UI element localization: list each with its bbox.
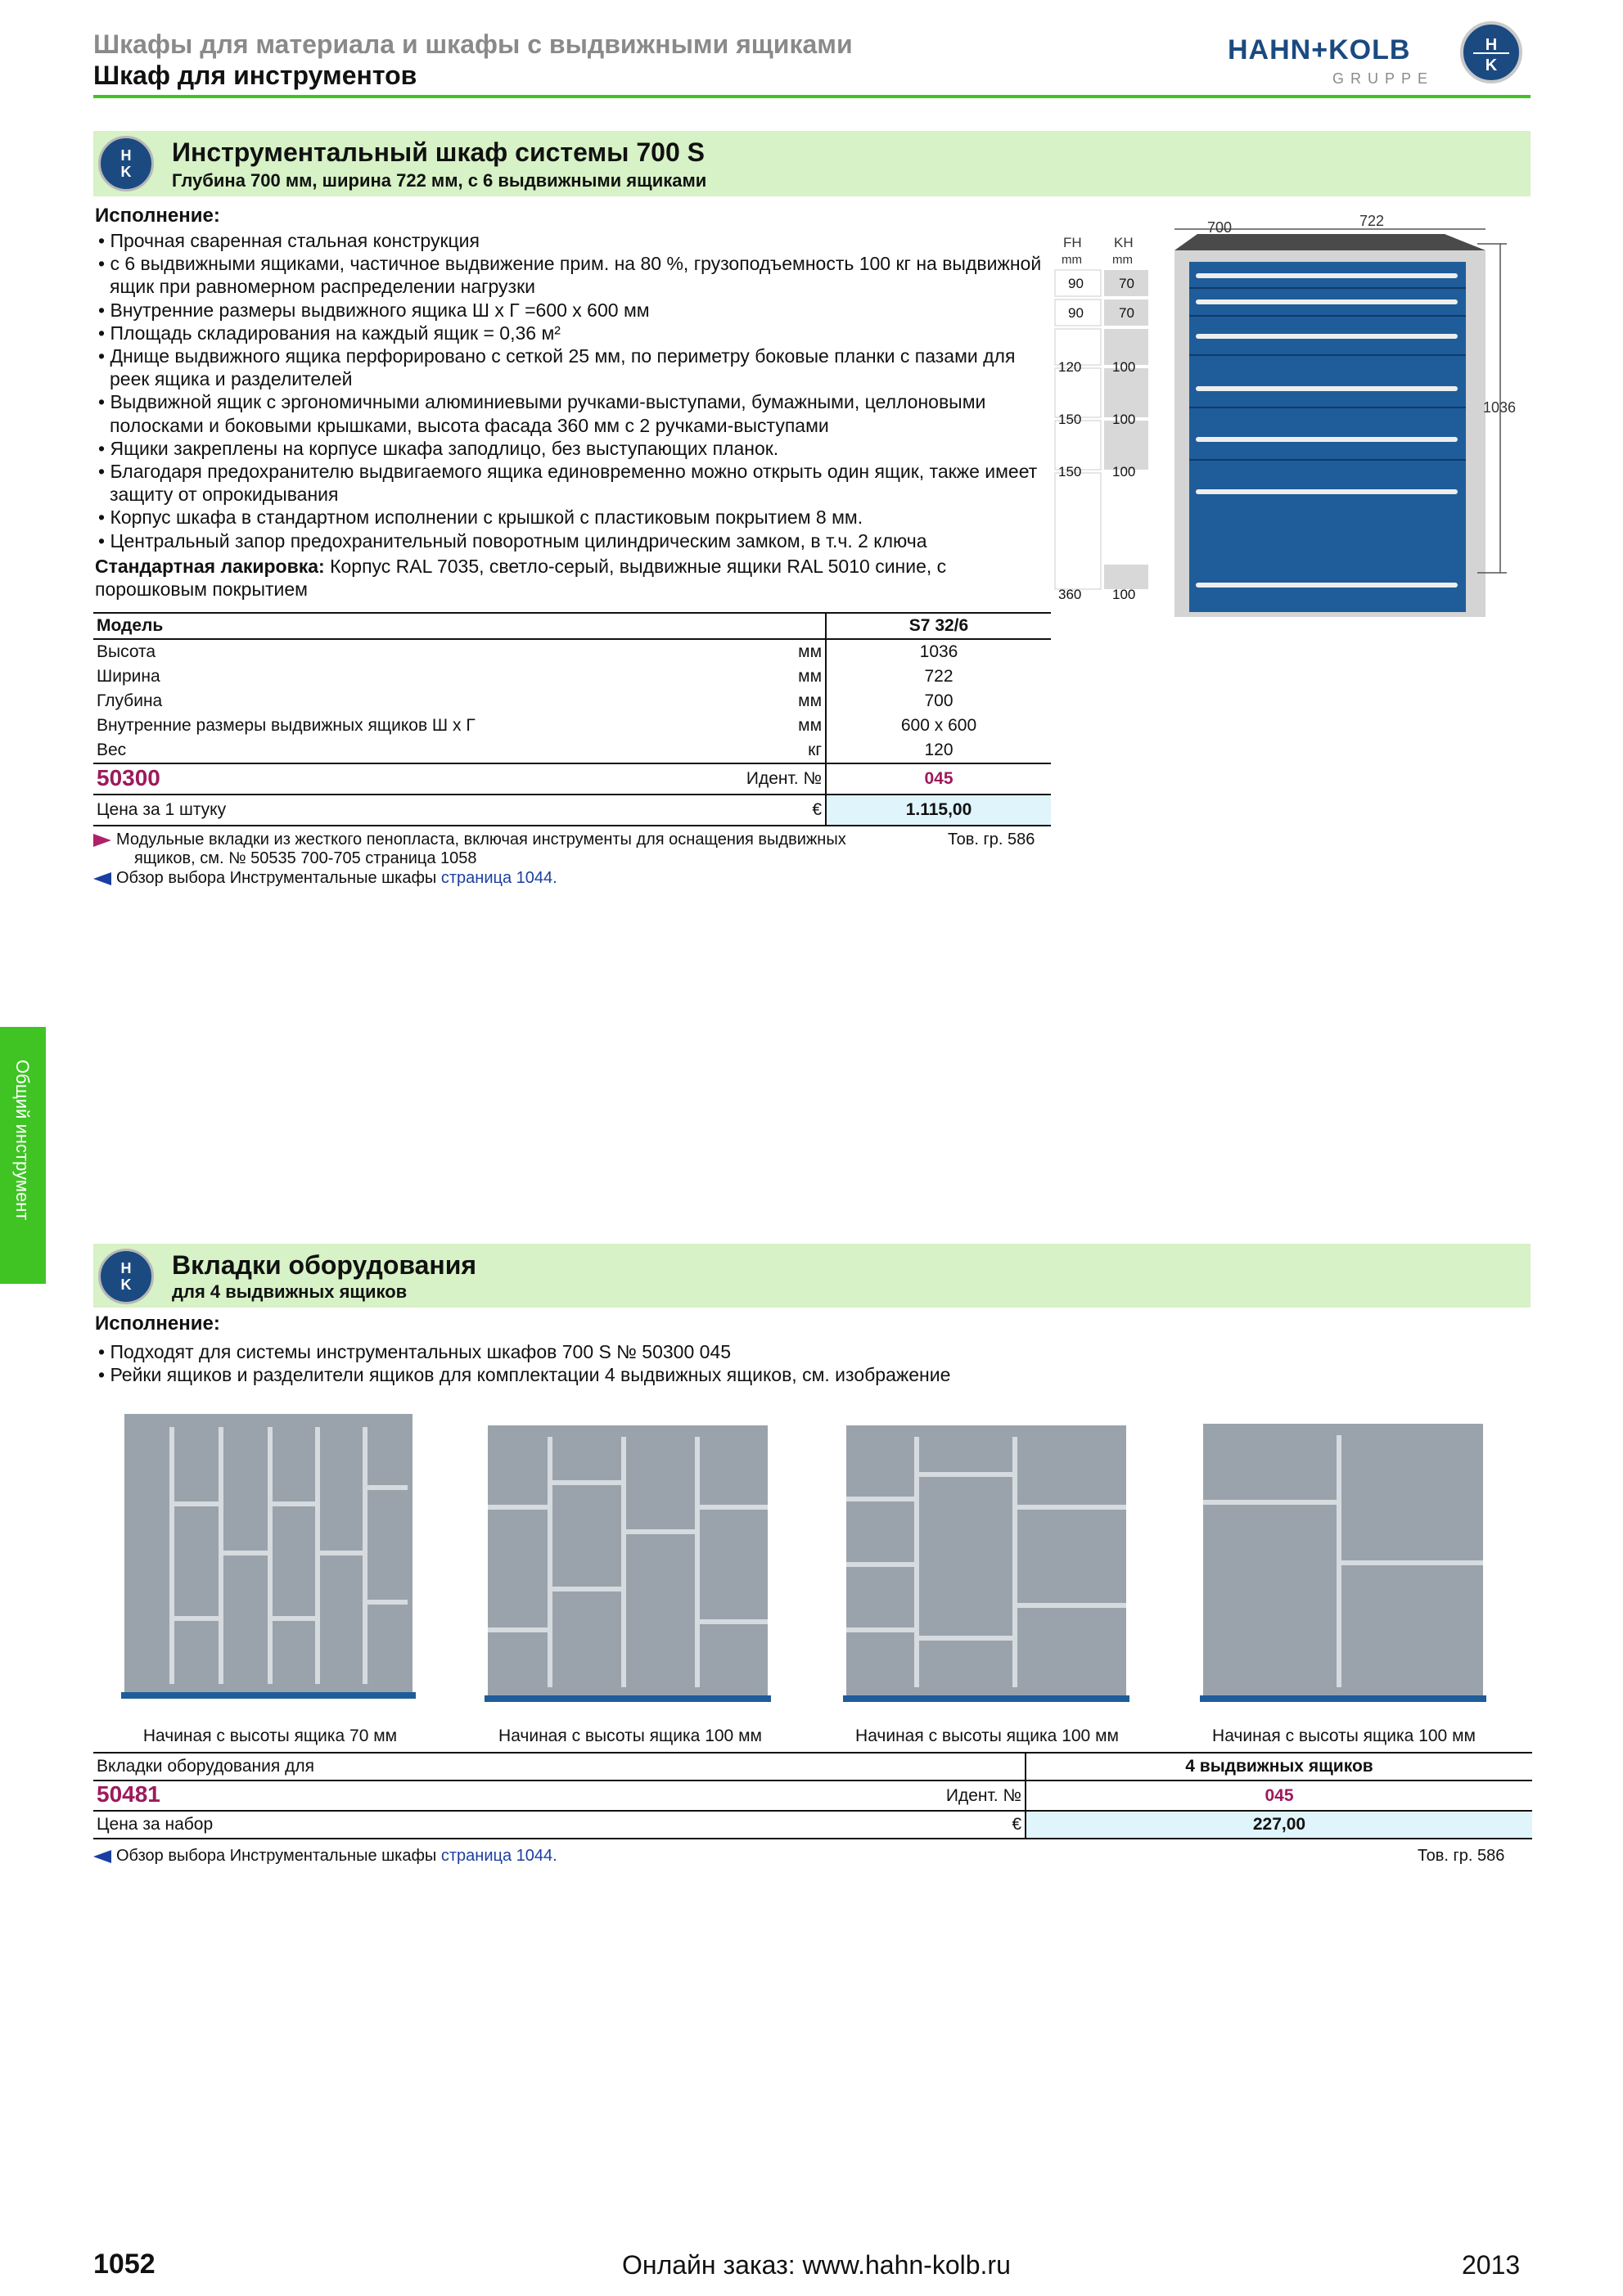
feature-list bbox=[93, 1340, 1239, 1386]
ident-row bbox=[93, 763, 1051, 795]
arrow-left-icon bbox=[93, 1850, 111, 1863]
execution-label: Исполнение: bbox=[95, 1312, 220, 1335]
overview-link[interactable]: страница 1044. bbox=[440, 869, 557, 887]
section-subtitle: для 4 выдвижных ящиков bbox=[172, 1281, 408, 1302]
insert-caption: Начиная с высоты ящика 100 мм bbox=[855, 1727, 1119, 1745]
product-group: Тов. гр. 586 bbox=[948, 831, 1035, 849]
fh-value: 90 bbox=[1068, 305, 1084, 321]
ident-value: 045 bbox=[1026, 1781, 1532, 1811]
spec-label: Ширина bbox=[97, 667, 160, 686]
arrow-left-icon bbox=[93, 872, 111, 885]
coating-description: Корпус RAL 7035, светло-серый, выдвижные ящики RAL 5010 синие, с порошковым покрытием bbox=[95, 556, 947, 600]
drawer-insert-image bbox=[121, 1414, 416, 1707]
drawer-insert-image bbox=[843, 1425, 1129, 1708]
catalog-category: Шкафы для материала и шкафы с выдвижными ящиками bbox=[93, 29, 853, 59]
price-label: Цена за 1 штуку bbox=[93, 795, 743, 826]
price-row bbox=[93, 1811, 1532, 1839]
svg-text:H: H bbox=[1485, 36, 1498, 54]
insert-caption: Начиная с высоты ящика 100 мм bbox=[498, 1727, 762, 1745]
section-subtitle: Глубина 700 мм, ширина 722 мм, с 6 выдвижными ящиками bbox=[172, 170, 707, 191]
fh-value: 360 bbox=[1058, 587, 1082, 602]
feature-item: • Корпус шкафа в стандартном исполнении с крышкой с пластиковым покрытием 8 мм. bbox=[93, 506, 1043, 529]
online-order-link[interactable]: Онлайн заказ: www.hahn-kolb.ru bbox=[622, 2250, 1011, 2280]
kh-value: 100 bbox=[1112, 412, 1136, 427]
fh-value: 120 bbox=[1058, 359, 1082, 375]
table-row bbox=[93, 639, 1051, 664]
table-row bbox=[93, 689, 1051, 714]
spec-value: 700 bbox=[826, 689, 1051, 714]
spec-unit: мм bbox=[798, 667, 822, 686]
spec-label: Вес bbox=[97, 741, 127, 759]
dim-width: 722 bbox=[1359, 214, 1385, 229]
overview-note bbox=[93, 869, 557, 887]
side-tab[interactable] bbox=[0, 1027, 46, 1284]
spec-unit: кг bbox=[808, 741, 822, 759]
feature-item: • с 6 выдвижными ящиками, частичное выдвижение прим. на 80 %, грузоподъемность 100 кг на выдвижной ящик при равномерном распределении нагрузки bbox=[93, 252, 1043, 298]
spec-unit: мм bbox=[798, 716, 822, 735]
ident-value: 045 bbox=[826, 763, 1051, 795]
kh-value: 100 bbox=[1112, 464, 1136, 479]
hk-badge-icon bbox=[98, 1249, 154, 1304]
fh-value: 90 bbox=[1068, 276, 1084, 291]
kh-value: 100 bbox=[1112, 359, 1136, 375]
spec-unit: мм bbox=[798, 691, 822, 710]
price-value: 1.115,00 bbox=[826, 795, 1051, 826]
page-number: 1052 bbox=[93, 2249, 156, 2280]
product-group: Тов. гр. 586 bbox=[1418, 1847, 1505, 1865]
spec-value: 120 bbox=[826, 738, 1051, 763]
header-divider bbox=[93, 95, 1531, 98]
insert-caption: Начиная с высоты ящика 70 мм bbox=[142, 1727, 398, 1745]
spec-label: Внутренние размеры выдвижных ящиков Ш х Г bbox=[97, 716, 476, 735]
badge-letter-top: H bbox=[120, 147, 132, 164]
price-value: 227,00 bbox=[1026, 1811, 1532, 1839]
drawer-insert-image bbox=[485, 1425, 771, 1708]
dim-height: 1036 bbox=[1483, 399, 1517, 416]
fh-value: 150 bbox=[1058, 464, 1082, 479]
feature-item: • Подходят для системы инструментальных шкафов 700 S № 50300 045 bbox=[98, 1341, 732, 1362]
table-row bbox=[93, 1753, 1532, 1781]
insert-caption: Начиная с высоты ящика 100 мм bbox=[1212, 1727, 1476, 1745]
kh-header: KH bbox=[1114, 235, 1134, 250]
badge-letter-bottom: K bbox=[120, 1276, 132, 1293]
table-row bbox=[93, 714, 1051, 738]
inserts-table bbox=[93, 1752, 1532, 1839]
overview-text: Обзор выбора Инструментальные шкафы bbox=[116, 869, 441, 887]
feature-item: • Прочная сваренная стальная конструкция bbox=[93, 229, 1043, 252]
inserts-label: Вкладки оборудования для bbox=[97, 1757, 314, 1776]
side-tab-label: Общий инструмент bbox=[12, 1060, 33, 1221]
feature-item: • Ящики закреплены на корпусе шкафа заподлицо, без выступающих планок. bbox=[93, 437, 1043, 460]
feature-item: • Рейки ящиков и разделители ящиков для комплектации 4 выдвижных ящиков, см. изображение bbox=[98, 1364, 951, 1385]
feature-item: • Выдвижной ящик с эргономичными алюминиевыми ручками-выступами, бумажными, целлоновыми полосками и боковыми крышками, высота фасада 360 мм с 2 ручками-выступами bbox=[93, 390, 1043, 436]
table-row bbox=[93, 738, 1051, 763]
kh-value: 100 bbox=[1112, 587, 1136, 602]
model-label: Модель bbox=[97, 616, 164, 635]
coating-text bbox=[95, 555, 1044, 601]
accessory-note-line1: Модульные вкладки из жесткого пенопласта, включая инструменты для оснащения выдвижных bbox=[116, 831, 846, 849]
feature-item: • Днище выдвижного ящика перфорировано с сеткой 25 мм, по периметру боковые планки с пазами для реек ящика и разделителей bbox=[93, 344, 1043, 390]
feature-item: • Внутренние размеры выдвижного ящика Ш х Г =600 х 600 мм bbox=[93, 299, 1043, 322]
hk-logo-icon bbox=[1463, 25, 1519, 80]
feature-item: • Благодаря предохранителю выдвигаемого ящика единовременно можно открыть один ящик, также имеет защиту от опрокидывания bbox=[93, 460, 1043, 506]
hk-badge-icon bbox=[98, 136, 154, 191]
ident-row bbox=[93, 1781, 1532, 1811]
drawer-insert-image bbox=[1200, 1424, 1486, 1708]
model-value: S7 32/6 bbox=[826, 613, 1051, 639]
fh-unit: mm bbox=[1062, 253, 1082, 267]
ident-label: Идент. № bbox=[945, 1785, 1021, 1805]
item-number[interactable]: 50300 bbox=[97, 764, 160, 790]
accessory-note bbox=[93, 831, 846, 849]
brand-logo-badge bbox=[1460, 21, 1522, 83]
spec-table bbox=[93, 612, 1051, 826]
spec-unit: мм bbox=[798, 642, 822, 661]
badge-letter-bottom: K bbox=[120, 164, 132, 180]
coating-label: Стандартная лакировка: bbox=[95, 556, 325, 577]
cabinet-drawing bbox=[1052, 214, 1526, 624]
overview-note bbox=[93, 1847, 557, 1865]
price-label: Цена за набор bbox=[97, 1815, 214, 1834]
ident-label: Идент. № bbox=[743, 763, 826, 795]
spec-value: 600 x 600 bbox=[826, 714, 1051, 738]
fh-value: 150 bbox=[1058, 412, 1082, 427]
section-title: Инструментальный шкаф системы 700 S bbox=[172, 137, 705, 167]
price-row bbox=[93, 795, 1051, 826]
feature-item: • Площадь складирования на каждый ящик = 0,36 м² bbox=[93, 322, 1043, 344]
overview-link[interactable]: страница 1044. bbox=[440, 1847, 557, 1865]
arrow-right-icon bbox=[93, 834, 111, 847]
section-title: Вкладки оборудования bbox=[172, 1250, 477, 1280]
badge-letter-top: H bbox=[120, 1260, 132, 1276]
page-title: Шкаф для инструментов bbox=[93, 61, 417, 90]
currency-symbol: € bbox=[743, 795, 826, 826]
kh-value: 70 bbox=[1119, 305, 1134, 321]
spec-value: 1036 bbox=[826, 639, 1051, 664]
feature-list bbox=[93, 229, 1043, 552]
spec-label: Глубина bbox=[97, 691, 163, 710]
currency-symbol: € bbox=[1012, 1815, 1021, 1834]
inserts-value: 4 выдвижных ящиков bbox=[1026, 1753, 1532, 1781]
fh-header: FH bbox=[1063, 235, 1082, 250]
execution-label: Исполнение: bbox=[95, 205, 220, 227]
kh-value: 70 bbox=[1119, 276, 1134, 291]
spec-label: Высота bbox=[97, 642, 156, 661]
table-row bbox=[93, 664, 1051, 689]
spec-value: 722 bbox=[826, 664, 1051, 689]
overview-text: Обзор выбора Инструментальные шкафы bbox=[116, 1847, 441, 1865]
accessory-note-line2: ящиков, см. № 50535 700-705 страница 1058 bbox=[134, 849, 477, 867]
dim-depth: 700 bbox=[1207, 219, 1233, 236]
feature-item: • Центральный запор предохранительный поворотным цилиндрическим замком, в т.ч. 2 ключа bbox=[93, 529, 1043, 552]
brand-logo-group: GRUPPE bbox=[1332, 70, 1435, 87]
svg-text:K: K bbox=[1485, 56, 1498, 74]
brand-logo-text: HAHN+KOLB bbox=[1228, 34, 1411, 65]
catalog-year: 2013 bbox=[1462, 2250, 1521, 2280]
item-number[interactable]: 50481 bbox=[97, 1781, 160, 1807]
kh-unit: mm bbox=[1112, 253, 1133, 267]
